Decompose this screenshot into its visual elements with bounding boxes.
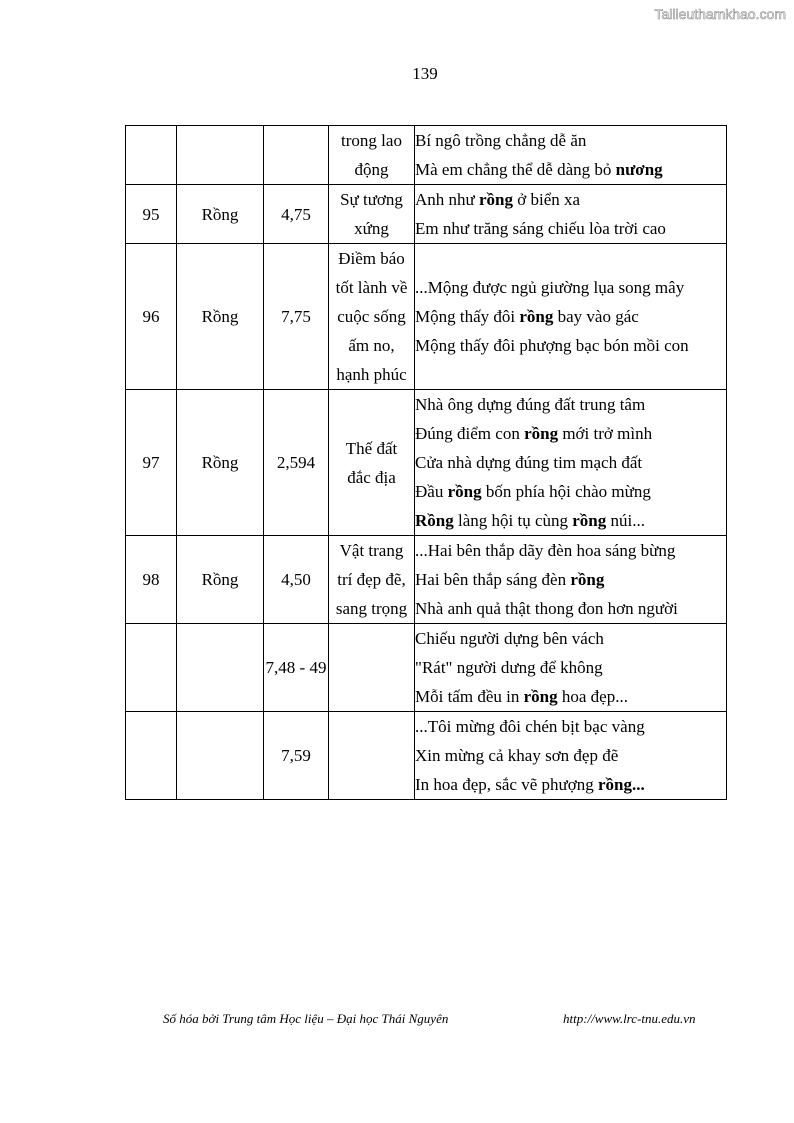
row-number-cell: [126, 712, 177, 800]
meaning-line: xứng: [354, 219, 389, 238]
verse-line: [415, 594, 726, 623]
verse-cell: [415, 712, 727, 800]
verse-line: [415, 419, 726, 448]
symbol-name-cell: Rồng: [177, 536, 264, 624]
row-number-cell: [126, 126, 177, 185]
meaning-line: Thế đất: [345, 438, 398, 458]
verse-text: bốn phía hội chào mừng: [481, 482, 651, 501]
verse-line: [415, 565, 726, 594]
score-cell: 7,75: [264, 244, 329, 390]
verse-text: Bí ngô trồng chẳng dễ ăn: [415, 131, 587, 150]
verse-text: mới trở mình: [558, 424, 653, 443]
verse-line: [415, 653, 726, 682]
symbol-name-cell: Rồng: [177, 185, 264, 244]
keyword-highlight: rồng: [479, 190, 513, 209]
meaning-cell: [329, 185, 415, 244]
verse-line: [415, 506, 726, 535]
table-row: [126, 126, 727, 185]
verse-line: [415, 741, 726, 770]
meaning-line: Sự tương: [340, 190, 403, 209]
keyword-highlight: Rồng: [415, 511, 454, 530]
verse-text: ...Hai bên thắp dãy đèn hoa sáng bừng: [415, 541, 676, 560]
verse-cell: [415, 536, 727, 624]
meaning-cell: [329, 536, 415, 624]
keyword-highlight: rồng...: [597, 775, 645, 794]
verse-text: Mộng thấy đôi phượng bạc bón mồi con: [415, 336, 689, 355]
verse-text: In hoa đẹp, sắc vẽ phượng: [415, 775, 598, 794]
verse-line: [415, 214, 726, 243]
verse-text: Em như trăng sáng chiếu lòa trời cao: [415, 219, 666, 238]
verse-cell: [415, 185, 727, 244]
verse-line: [415, 448, 726, 477]
keyword-highlight: rồng: [570, 570, 605, 589]
symbol-name-cell: [177, 712, 264, 800]
meaning-line: cuộc sống: [337, 307, 406, 326]
verse-text: Mộng thấy đôi: [415, 307, 520, 326]
meaning-cell: [329, 244, 415, 390]
symbol-name-cell: Rồng: [177, 244, 264, 390]
meaning-line: trong lao: [341, 131, 402, 150]
meaning-cell: [329, 390, 415, 536]
row-number-cell: 98: [126, 536, 177, 624]
verse-text: Nhà anh quả thật thong đon hơn người: [415, 599, 678, 618]
verse-text: Anh như: [415, 190, 479, 209]
table-row: [126, 185, 727, 244]
meaning-line: hạnh phúc: [336, 365, 407, 384]
row-number-cell: 95: [126, 185, 177, 244]
table-row: [126, 624, 727, 712]
verse-text: Đúng điểm con: [415, 424, 525, 443]
verse-cell: [415, 390, 727, 536]
meaning-cell: [329, 712, 415, 800]
verse-line: [415, 155, 726, 184]
keyword-highlight: rồng: [523, 687, 558, 706]
keyword-highlight: nương: [615, 160, 663, 179]
table-row: [126, 390, 727, 536]
verse-text: ...Tôi mừng đôi chén bịt bạc vàng: [415, 717, 645, 736]
verse-text: Đầu: [415, 482, 448, 501]
data-table: [125, 125, 727, 800]
verse-line: [415, 390, 726, 419]
verse-line: [415, 273, 726, 302]
row-number-cell: 97: [126, 390, 177, 536]
keyword-highlight: rồng: [447, 482, 482, 501]
verse-text: hoa đẹp...: [557, 687, 628, 706]
verse-text: Nhà ông dựng đúng đất trung tâm: [415, 395, 646, 414]
verse-line: [415, 536, 726, 565]
verse-cell: [415, 624, 727, 712]
keyword-highlight: rồng: [519, 307, 554, 326]
meaning-line: trí đẹp đẽ,: [337, 570, 406, 589]
verse-text: làng hội tụ cùng: [453, 511, 573, 530]
score-cell: 4,50: [264, 536, 329, 624]
verse-text: Mà em chẳng thể dễ dàng bỏ: [415, 160, 616, 179]
table-body: [126, 126, 727, 800]
table-row: [126, 712, 727, 800]
verse-text: Xin mừng cả khay sơn đẹp đẽ: [415, 746, 619, 765]
verse-text: bay vào gác: [553, 307, 639, 326]
symbol-name-cell: Rồng: [177, 390, 264, 536]
verse-line: [415, 477, 726, 506]
verse-text: núi...: [606, 511, 645, 530]
meaning-line: động: [354, 160, 389, 179]
meaning-line: Điềm báo: [338, 249, 405, 268]
table-row: [126, 244, 727, 390]
score-cell: 4,75: [264, 185, 329, 244]
keyword-highlight: rồng: [572, 511, 607, 530]
meaning-line: đắc địa: [347, 467, 396, 487]
verse-text: ...Mộng được ngủ giường lụa song mây: [415, 278, 685, 297]
meaning-line: tốt lành về: [335, 278, 408, 297]
row-number-cell: 96: [126, 244, 177, 390]
score-cell: 7,48 - 49: [264, 624, 329, 712]
watermark: Tailieuthamkhao.com: [654, 6, 786, 22]
verse-line: [415, 712, 726, 741]
meaning-line: Vật trang: [339, 541, 404, 560]
verse-cell: [415, 244, 727, 390]
table-row: [126, 536, 727, 624]
meaning-line: ấm no,: [348, 336, 395, 355]
verse-text: Hai bên thắp sáng đèn: [415, 570, 571, 589]
verse-line: [415, 770, 726, 799]
verse-text: "Rát" người dưng để không: [415, 658, 603, 677]
footer-url[interactable]: http://www.lrc-tnu.edu.vn: [563, 1011, 696, 1026]
verse-line: [415, 331, 726, 360]
score-cell: 7,59: [264, 712, 329, 800]
verse-text: Cửa nhà dựng đúng tim mạch đất: [415, 453, 643, 472]
verse-text: Chiếu người dựng bên vách: [415, 629, 604, 648]
symbol-name-cell: [177, 624, 264, 712]
meaning-cell: [329, 126, 415, 185]
footer-source: Số hóa bởi Trung tâm Học liệu – Đại học Thái Nguyên: [163, 1011, 449, 1026]
verse-text: Mỗi tấm đều in: [415, 687, 524, 706]
symbol-name-cell: [177, 126, 264, 185]
score-cell: 2,594: [264, 390, 329, 536]
keyword-highlight: rồng: [524, 424, 559, 443]
verse-line: [415, 624, 726, 653]
verse-cell: [415, 126, 727, 185]
meaning-cell: [329, 624, 415, 712]
verse-line: [415, 126, 726, 155]
verse-line: [415, 185, 726, 214]
verse-text: ở biển xa: [513, 190, 581, 209]
verse-line: [415, 302, 726, 331]
meaning-line: sang trọng: [335, 599, 408, 618]
row-number-cell: [126, 624, 177, 712]
page-number: 139: [412, 64, 438, 83]
verse-line: [415, 682, 726, 711]
score-cell: [264, 126, 329, 185]
